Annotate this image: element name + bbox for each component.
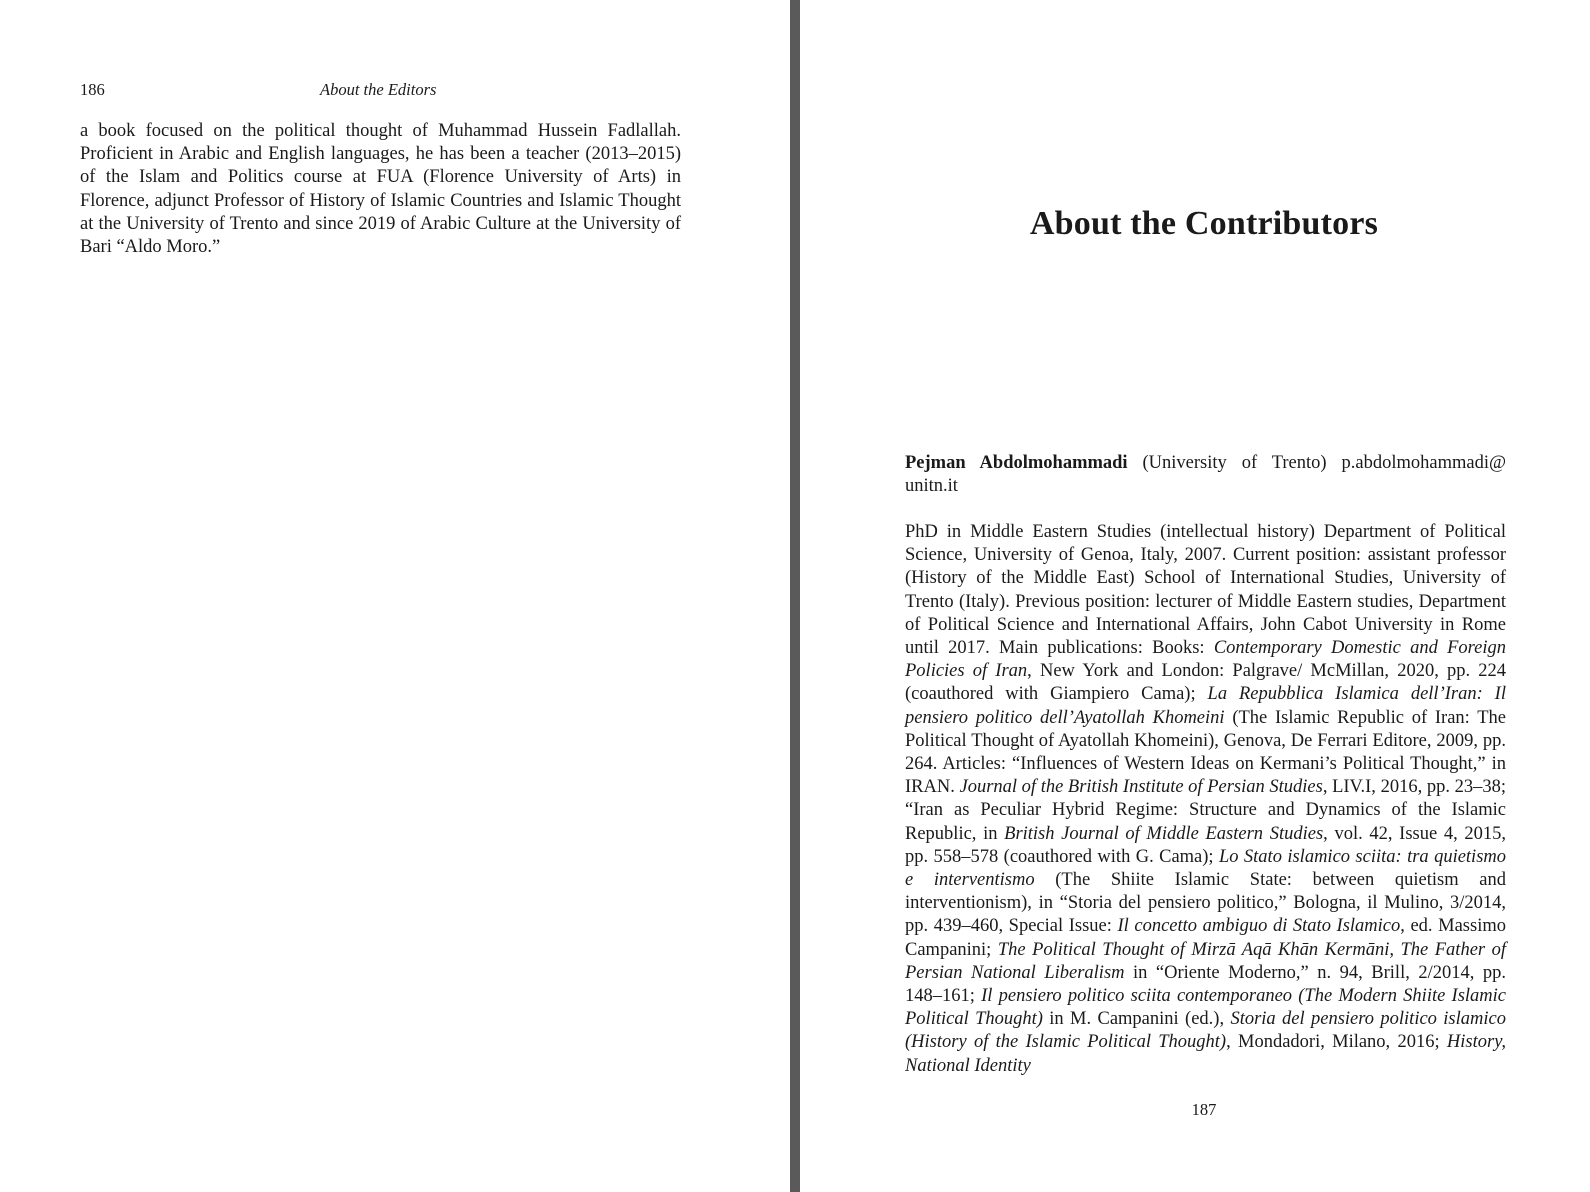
bio-italic-title: British Journal of Middle Eastern Studies (1004, 823, 1324, 844)
bio-italic-title: The Political Thought of Mirzā Aqā Khān Kermāni, The Father of Persian National Liberalism (905, 939, 1506, 983)
bio-text: PhD in Middle Eastern Studies (intellectual history) Department of Political Science, University of Genoa, Italy, 2007. Current position: assistant professor (History of the Middle East) School of International Studies, University of Trento (Italy). Previous position: lecturer of Middle Eastern studies, Department of Political Science and International Affairs, John Cabot University in Rome until 2017. Main publications: Books: (905, 522, 1506, 659)
book-spine (790, 0, 800, 1192)
bio-italic-title: Journal of the British Institute of Persian Studies (959, 777, 1323, 798)
running-head-title: About the Editors (320, 80, 437, 99)
bio-italic-title: Il pensiero politico sciita contemporaneo (The Modern Shiite Islamic Political Thought) (905, 986, 1506, 1030)
bio-text: (The Shiite Islamic State: between quietism and interventionism), in “Storia del pensiero politico,” Bologna, il Mulino, 3/2014, pp. 439–460, Special Issue: (905, 870, 1506, 937)
contributor-name: Pejman Abdolmohammadi (905, 453, 1128, 473)
page-number-left: 186 (80, 80, 105, 99)
contributor-affiliation: (University of Trento) p.abdolmohammadi@ unitn.it (905, 453, 1506, 497)
bio-text: , LIV.I, 2016, pp. 23–38; “Iran as Peculiar Hybrid Regime: Structure and Dynamics of the Islamic Republic, in (905, 777, 1506, 844)
bio-text: in “Oriente Moderno,” n. 94, Brill, 2/2014, pp. 148–161; (905, 962, 1506, 1007)
page-number-right: 187 (1191, 1100, 1217, 1119)
bio-italic-title: History, National Identity (905, 1032, 1507, 1076)
bio-text: , Mondadori, Milano, 2016; (1226, 1032, 1447, 1053)
bio-italic-title: Contemporary Domestic and Foreign Policies of Iran (905, 638, 1506, 682)
bio-text: in M. Campanini (ed.), (1042, 1009, 1231, 1030)
chapter-title: About the Contributors (1029, 205, 1379, 242)
bio-text: , vol. 42, Issue 4, 2015, pp. 558–578 (coauthored with G. Cama); (905, 823, 1506, 867)
bio-italic-title: Il concetto ambiguo di Stato Islamico (1117, 916, 1401, 937)
bio-italic-title: Storia del pensiero politico islamico (History of the Islamic Political Thought) (905, 1009, 1506, 1053)
contributor-heading (905, 452, 1506, 498)
bio-italic-title: Lo Stato islamico sciita: tra quietismo e interventismo (905, 846, 1507, 891)
running-head (80, 80, 680, 102)
contributor-bio (905, 521, 1506, 1078)
left-page (0, 0, 790, 1192)
editor-bio-continuation: a book focused on the political thought of Muhammad Hussein Fadlallah. Proficient in Arabic and English languages, he has been a teacher (2013–2015) of the Islam and Politics course at FUA (Florence University of Arts) in Florence, adjunct Professor of History of Islamic Countries and Islamic Thought at the University of Trento and since 2019 of Arabic Culture at the University of Bari “Aldo Moro.” (80, 121, 681, 258)
bio-text: (The Islamic Republic of Iran: The Political Thought of Ayatollah Khomeini), Genova, De Ferrari Editore, 2009, pp. 264. Articles: “Influences of Western Ideas on Kermani’s Political Thought,” in IRAN. (905, 707, 1506, 798)
bio-italic-title: La Repubblica Islamica dell’Iran: Il pensiero politico dell’Ayatollah Khomeini (905, 684, 1506, 728)
bio-text: , New York and London: Palgrave/ McMillan, 2020, pp. 224 (coauthored with Giampiero Cama); (905, 661, 1507, 705)
bio-text: , ed. Massimo Campanini; (905, 916, 1506, 960)
right-page (800, 0, 1590, 1192)
